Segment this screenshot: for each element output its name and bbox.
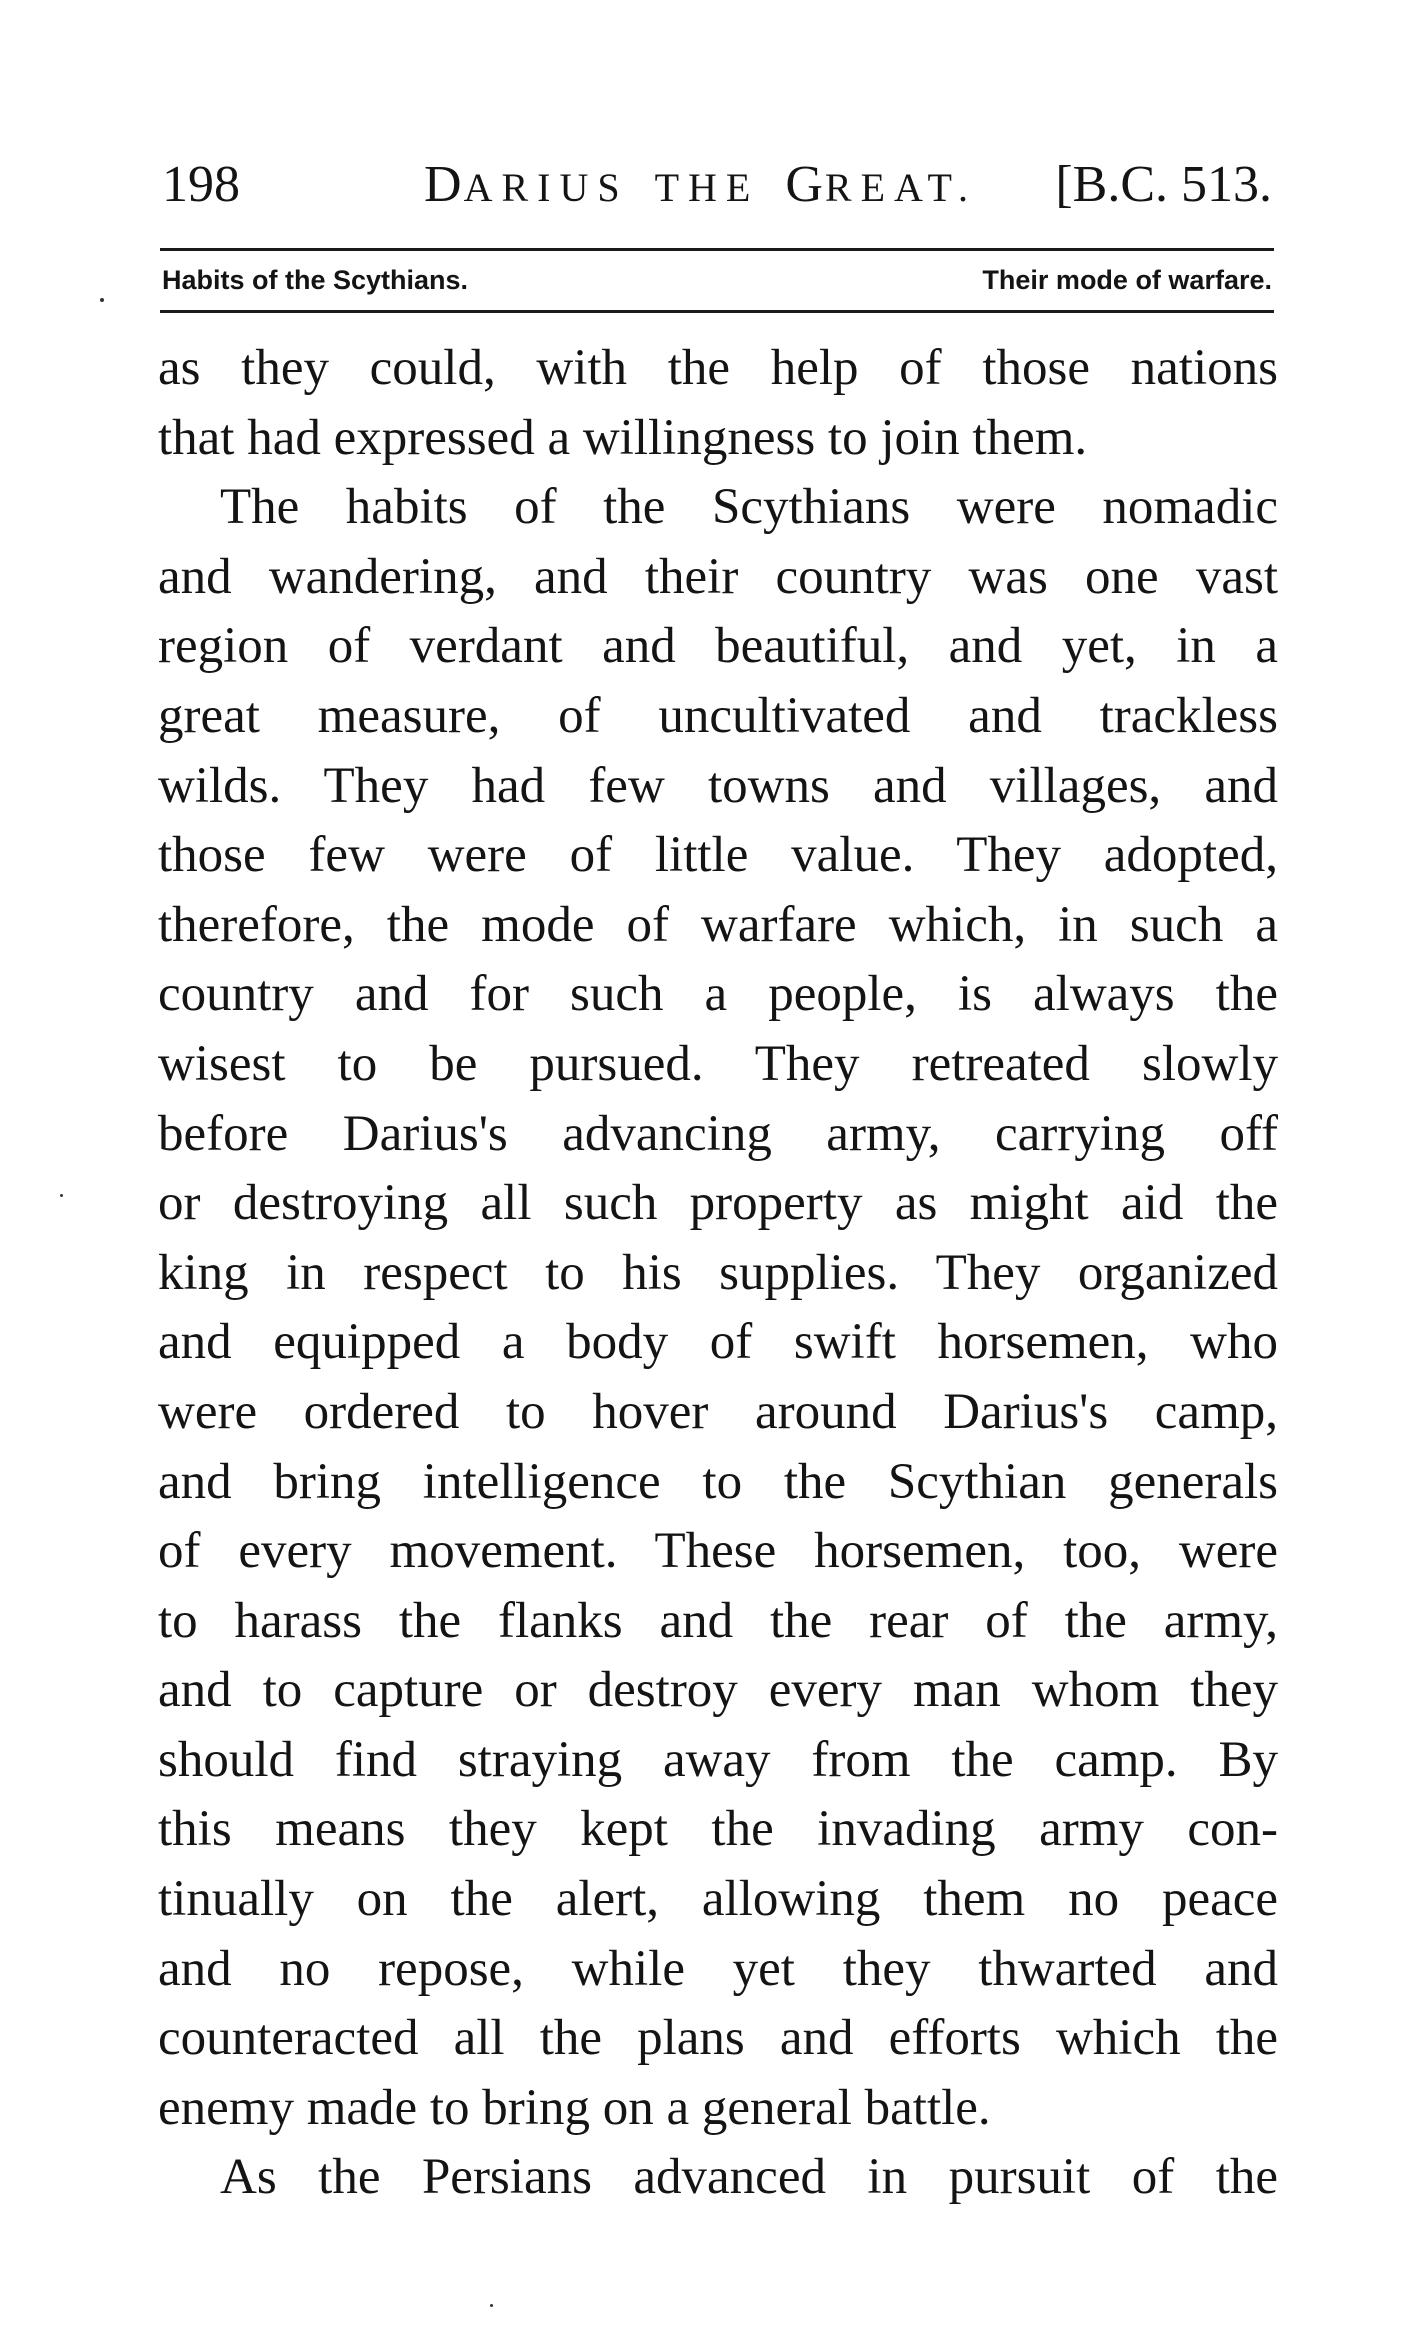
era-date: [B.C. 513. — [1055, 156, 1272, 213]
text-line: to harass the flanks and the rear of the army, — [158, 1592, 1278, 1649]
text-line: The habits of the Scythians were nomadic — [220, 479, 1278, 536]
text-line: that had expressed a willingness to join them. — [158, 409, 1088, 466]
text-line: and no repose, while yet they thwarted and — [158, 1940, 1278, 1997]
scan-speck — [60, 1194, 63, 1197]
text-line: and bring intelligence to the Scythian generals — [158, 1453, 1278, 1510]
topic-subheader — [162, 258, 1272, 302]
page-number: 198 — [162, 156, 240, 213]
text-line: and to capture or destroy every man whom they — [158, 1662, 1278, 1719]
text-line: enemy made to bring on a general battle. — [158, 2079, 991, 2136]
header-rule-top — [160, 248, 1274, 251]
title-word-the: THE — [654, 165, 760, 210]
text-line: wilds. They had few towns and villages, and — [158, 757, 1278, 814]
text-line: were ordered to hover around Darius's camp, — [158, 1383, 1278, 1440]
topic-right: Their mode of warfare. — [982, 265, 1272, 295]
running-title — [424, 150, 977, 223]
title-rest-great: REAT. — [824, 165, 977, 210]
text-line: counteracted all the plans and efforts which the — [158, 2010, 1278, 2067]
text-line: country and for such a people, is always the — [158, 966, 1278, 1023]
text-line: tinually on the alert, allowing them no peace — [158, 1871, 1278, 1928]
text-line: wisest to be pursued. They retreated slowly — [158, 1035, 1278, 1092]
text-line: of every movement. These horsemen, too, were — [158, 1523, 1278, 1580]
topic-left: Habits of the Scythians. — [162, 265, 469, 295]
text-line: and wandering, and their country was one vast — [158, 548, 1278, 605]
text-line: king in respect to his supplies. They organized — [158, 1244, 1278, 1301]
text-line: should find straying away from the camp. By — [158, 1731, 1278, 1788]
running-header — [162, 150, 1272, 220]
text-line: great measure, of uncultivated and trackless — [158, 687, 1278, 744]
title-initial-d: D — [424, 156, 464, 213]
text-line: and equipped a body of swift horsemen, who — [158, 1314, 1278, 1371]
text-line: this means they kept the invading army con- — [158, 1801, 1278, 1858]
text-line: therefore, the mode of warfare which, in such a — [158, 896, 1278, 953]
scan-speck — [490, 2304, 493, 2307]
text-line: before Darius's advancing army, carrying off — [158, 1105, 1278, 1162]
title-initial-g: G — [785, 156, 825, 213]
title-rest-darius: ARIUS — [463, 165, 629, 210]
scan-speck — [100, 298, 104, 302]
text-line: or destroying all such property as might aid the — [158, 1175, 1278, 1232]
text-line: those few were of little value. They adopted, — [158, 827, 1278, 884]
text-line: region of verdant and beautiful, and yet, in a — [158, 618, 1278, 675]
header-rule-bottom — [160, 310, 1274, 313]
text-line: As the Persians advanced in pursuit of the — [220, 2149, 1278, 2206]
text-line: as they could, with the help of those nations — [158, 340, 1278, 396]
body-text — [158, 334, 1278, 2213]
